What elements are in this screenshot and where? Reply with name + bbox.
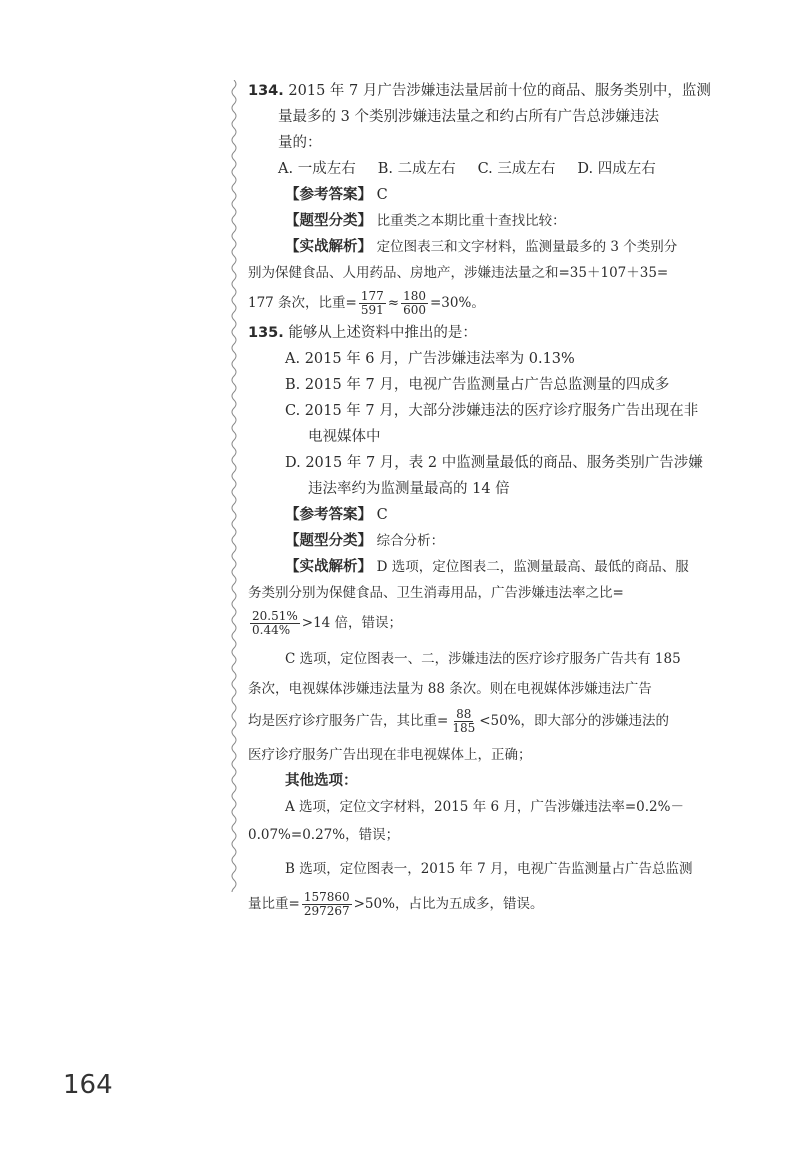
type-value: 综合分析： <box>376 533 445 549</box>
analysis-text: 条次，电视媒体涉嫌违法量为 88 条次。则在电视媒体涉嫌违法广告 <box>248 681 652 697</box>
analysis-text: 177 条次，比重= <box>248 295 357 311</box>
analysis-text: A 选项，定位文字材料，2015 年 6 月，广告涉嫌违法率=0.2%－ <box>285 799 684 815</box>
fraction: $\frac{20.51\%}{0.44\%}$ <box>252 609 298 637</box>
fraction: $\frac{88}{185}$ <box>452 707 476 735</box>
margin-wavy-rule <box>229 80 239 892</box>
analysis-text: 务类别分别为保健食品、卫生消毒用品，广告涉嫌违法率之比= <box>248 585 624 601</box>
question-stem-cont: 量的： <box>278 135 322 151</box>
question-stem: 能够从上述资料中推出的是： <box>288 325 477 341</box>
option-a: A. 2015 年 6 月，广告涉嫌违法率为 0.13% <box>285 351 575 367</box>
analysis-text: 量比重= <box>248 896 300 912</box>
option-a: A. 一成左右 <box>278 161 356 177</box>
option-c: C. 三成左右 <box>477 161 556 177</box>
option-b: B. 二成左右 <box>377 161 456 177</box>
question-number: 134. <box>248 83 284 99</box>
approx-sign: ≈ <box>387 295 400 311</box>
fraction: $\frac{157860}{297267}$ <box>303 890 350 918</box>
analysis-text: =30%。 <box>430 295 485 311</box>
analysis-text: 别为保健食品、人用药品、房地产，涉嫌违法量之和=35＋107＋35= <box>248 265 669 281</box>
analysis-text: C 选项，定位图表一、二，涉嫌违法的医疗诊疗服务广告共有 185 <box>285 651 681 667</box>
options-row <box>248 156 768 182</box>
page-number: 164 <box>63 1070 113 1100</box>
option-c-cont: 电视媒体中 <box>308 429 381 445</box>
analysis-text: 定位图表三和文字材料，监测量最多的 3 个类别分 <box>376 239 678 255</box>
type-label: 【题型分类】 <box>285 533 372 549</box>
analysis-text: D 选项，定位图表二，监测量最高、最低的商品、服 <box>376 559 689 575</box>
question-stem: 2015 年 7 月广告涉嫌违法量居前十位的商品、服务类别中，监测 <box>288 83 711 99</box>
fraction: $\frac{177}{591}$ <box>360 289 384 317</box>
analysis-text: >50%，占比为五成多，错误。 <box>353 896 544 912</box>
question-134 <box>248 78 768 320</box>
analysis-label: 【实战解析】 <box>285 559 372 575</box>
option-c: C. 2015 年 7 月，大部分涉嫌违法的医疗诊疗服务广告出现在非 <box>285 403 699 419</box>
answer-label: 【参考答案】 <box>285 507 372 523</box>
fraction: $\frac{180}{600}$ <box>403 289 426 317</box>
analysis-text: 0.07%=0.27%，错误； <box>248 827 400 843</box>
question-135 <box>248 320 768 922</box>
answer-value: C <box>376 187 388 203</box>
option-d: D. 2015 年 7 月，表 2 中监测量最低的商品、服务类别广告涉嫌 <box>285 455 703 471</box>
question-stem-cont: 量最多的 3 个类别涉嫌违法量之和约占所有广告总涉嫌违法 <box>278 109 659 125</box>
other-options-label: 其他选项： <box>285 773 358 789</box>
analysis-text: <50%，即大部分的涉嫌违法的 <box>479 713 670 729</box>
type-value: 比重类之本期比重十查找比较： <box>376 213 566 229</box>
option-d-cont: 违法率约为监测量最高的 14 倍 <box>308 481 510 497</box>
option-b: B. 2015 年 7 月，电视广告监测量占广告总监测量的四成多 <box>285 377 670 393</box>
analysis-text: 均是医疗诊疗服务广告，其比重= <box>248 713 449 729</box>
type-label: 【题型分类】 <box>285 213 372 229</box>
option-d: D. 四成左右 <box>577 161 656 177</box>
page-content <box>248 78 768 922</box>
analysis-text: >14 倍，错误； <box>301 615 403 631</box>
analysis-label: 【实战解析】 <box>285 239 372 255</box>
answer-value: C <box>376 507 388 523</box>
question-number: 135. <box>248 325 284 341</box>
analysis-text: B 选项，定位图表一，2015 年 7 月，电视广告监测量占广告总监测 <box>285 861 693 877</box>
answer-label: 【参考答案】 <box>285 187 372 203</box>
analysis-text: 医疗诊疗服务广告出现在非电视媒体上，正确； <box>248 747 532 763</box>
